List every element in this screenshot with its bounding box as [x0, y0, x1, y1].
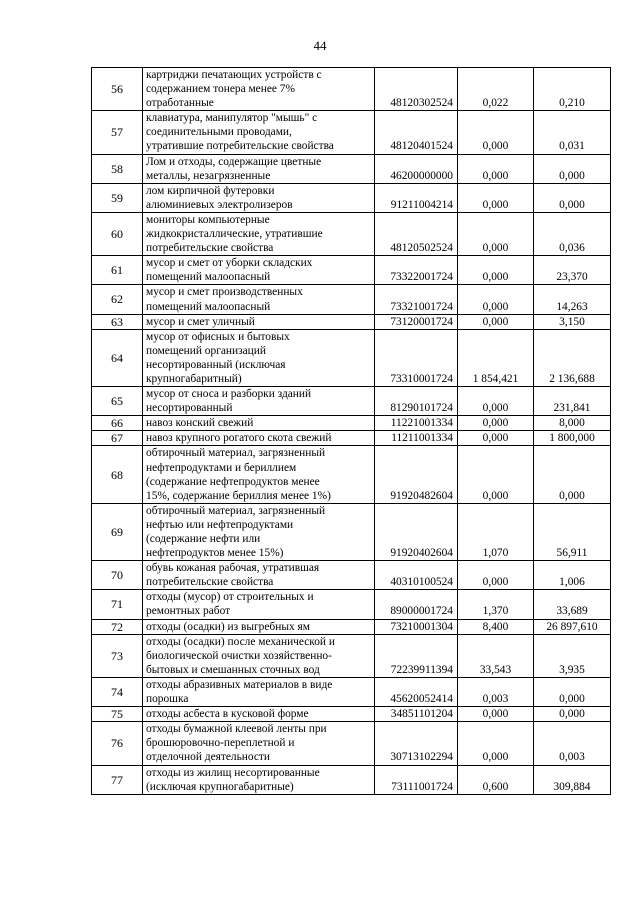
waste-name-line: отходы бумажной клеевой ленты при — [146, 723, 327, 736]
value-1: 0,003 — [458, 677, 534, 706]
value-2: 3,935 — [534, 634, 611, 677]
waste-name-line: отходы абразивных материалов в виде — [146, 678, 333, 691]
row-number: 58 — [92, 154, 143, 183]
fkko-code: 73310001724 — [375, 329, 458, 386]
table-row — [92, 314, 611, 329]
row-number: 64 — [92, 329, 143, 386]
waste-name-line: бытовых и смешанных сточных вод — [146, 663, 320, 676]
row-number: 69 — [92, 503, 143, 560]
value-1: 0,000 — [458, 446, 534, 503]
waste-name-cell — [143, 765, 375, 794]
waste-name-line: порошка — [146, 693, 189, 706]
value-1: 0,000 — [458, 416, 534, 431]
waste-name-line: мусор от сноса и разборки зданий — [146, 388, 312, 401]
waste-name-cell — [143, 329, 375, 386]
waste-name-line: 15%, содержание бериллия менее 1%) — [146, 489, 331, 502]
value-2: 0,031 — [534, 111, 611, 154]
waste-name-line: отходы (осадки) из выгребных ям — [146, 620, 310, 633]
row-number: 61 — [92, 256, 143, 285]
table-row — [92, 111, 611, 154]
value-2: 0,000 — [534, 677, 611, 706]
fkko-code: 73210001304 — [375, 619, 458, 634]
value-1: 0,022 — [458, 68, 534, 111]
waste-name-line: нефтепродуктами и бериллием — [146, 461, 297, 474]
waste-name-line: помещений организаций — [146, 344, 266, 357]
waste-name-cell — [143, 212, 375, 255]
value-1: 0,000 — [458, 387, 534, 416]
waste-name-line: ремонтных работ — [146, 605, 231, 618]
waste-name-cell — [143, 154, 375, 183]
waste-name-line: потребительские свойства — [146, 576, 274, 589]
row-number: 77 — [92, 765, 143, 794]
waste-name-line: брошюровочно-переплетной и — [146, 737, 295, 750]
row-number: 71 — [92, 590, 143, 619]
row-number: 74 — [92, 677, 143, 706]
waste-table-body — [92, 68, 611, 795]
value-2: 0,003 — [534, 722, 611, 765]
waste-name-line: обтирочный материал, загрязненный — [146, 447, 326, 460]
fkko-code: 11211001334 — [375, 431, 458, 446]
waste-name-cell — [143, 561, 375, 590]
waste-name-line: обтирочный материал, загрязненный — [146, 504, 326, 517]
value-1: 0,000 — [458, 111, 534, 154]
waste-name-line: отработанные — [146, 97, 214, 110]
value-2: 14,263 — [534, 285, 611, 314]
page-number: 44 — [313, 38, 327, 53]
row-number: 65 — [92, 387, 143, 416]
row-number: 62 — [92, 285, 143, 314]
fkko-code: 48120401524 — [375, 111, 458, 154]
value-2: 8,000 — [534, 416, 611, 431]
value-2: 1 800,000 — [534, 431, 611, 446]
waste-name-line: отходы из жилищ несортированные — [146, 766, 320, 779]
waste-name-line: алюминиевых электролизеров — [146, 198, 293, 211]
waste-name-line: (содержание нефти или — [146, 533, 261, 545]
value-2: 0,000 — [534, 154, 611, 183]
value-1: 0,000 — [458, 183, 534, 212]
waste-name-line: (исключая крупногабаритные) — [146, 780, 294, 793]
waste-name-cell — [143, 590, 375, 619]
waste-name-line: обувь кожаная рабочая, утратившая — [146, 562, 320, 575]
waste-name-cell — [143, 722, 375, 765]
fkko-code: 40310100524 — [375, 561, 458, 590]
value-1: 1,370 — [458, 590, 534, 619]
value-1: 0,000 — [458, 431, 534, 446]
waste-name-cell — [143, 634, 375, 677]
row-number: 73 — [92, 634, 143, 677]
waste-name-cell — [143, 416, 375, 431]
waste-name-line: несортированный — [146, 402, 233, 415]
value-1: 0,000 — [458, 256, 534, 285]
table-row — [92, 619, 611, 634]
fkko-code: 73111001724 — [375, 765, 458, 794]
value-2: 0,000 — [534, 446, 611, 503]
waste-name-cell — [143, 183, 375, 212]
waste-name-line: мусор от офисных и бытовых — [146, 330, 290, 343]
fkko-code: 34851101204 — [375, 707, 458, 722]
table-row — [92, 154, 611, 183]
waste-name-cell — [143, 503, 375, 560]
waste-name-cell — [143, 387, 375, 416]
fkko-code: 91211004214 — [375, 183, 458, 212]
value-1: 0,000 — [458, 722, 534, 765]
waste-name-line: мусор и смет уличный — [146, 315, 255, 328]
fkko-code: 89000001724 — [375, 590, 458, 619]
value-1: 33,543 — [458, 634, 534, 677]
value-1: 0,600 — [458, 765, 534, 794]
value-2: 33,689 — [534, 590, 611, 619]
table-row — [92, 416, 611, 431]
fkko-code: 91920482604 — [375, 446, 458, 503]
fkko-code: 11221001334 — [375, 416, 458, 431]
table-row — [92, 590, 611, 619]
waste-name-line: помещений малоопасный — [146, 271, 271, 284]
fkko-code: 45620052414 — [375, 677, 458, 706]
value-2: 2 136,688 — [534, 329, 611, 386]
waste-name-cell — [143, 256, 375, 285]
value-2: 23,370 — [534, 256, 611, 285]
waste-name-cell — [143, 68, 375, 111]
value-2: 3,150 — [534, 314, 611, 329]
value-1: 0,000 — [458, 154, 534, 183]
fkko-code: 72239911394 — [375, 634, 458, 677]
fkko-code: 81290101724 — [375, 387, 458, 416]
waste-name-cell — [143, 677, 375, 706]
waste-name-line: крупногабаритный) — [146, 372, 242, 385]
waste-name-line: Лом и отходы, содержащие цветные — [146, 155, 322, 168]
value-1: 1 854,421 — [458, 329, 534, 386]
row-number: 70 — [92, 561, 143, 590]
waste-name-line: соединительными проводами, — [146, 126, 292, 139]
waste-name-line: отделочной деятельности — [146, 751, 270, 764]
table-row — [92, 446, 611, 503]
waste-name-line: помещений малоопасный — [146, 300, 271, 313]
value-1: 0,000 — [458, 212, 534, 255]
waste-name-line: несортированный (исключая — [146, 358, 286, 371]
table-row — [92, 722, 611, 765]
waste-name-line: картриджи печатающих устройств с — [146, 69, 322, 81]
value-1: 0,000 — [458, 561, 534, 590]
fkko-code: 46200000000 — [375, 154, 458, 183]
waste-name-cell — [143, 707, 375, 722]
table-row — [92, 329, 611, 386]
waste-name-line: лом кирпичной футеровки — [146, 184, 275, 197]
waste-name-line: (содержание нефтепродуктов менее — [146, 475, 320, 488]
fkko-code: 73120001724 — [375, 314, 458, 329]
table-row — [92, 256, 611, 285]
waste-name-line: потребительские свойства — [146, 242, 274, 255]
row-number: 59 — [92, 183, 143, 212]
fkko-code: 91920402604 — [375, 503, 458, 560]
value-1: 0,000 — [458, 707, 534, 722]
row-number: 75 — [92, 707, 143, 722]
row-number: 63 — [92, 314, 143, 329]
row-number: 57 — [92, 111, 143, 154]
waste-name-line: утратившие потребительские свойства — [146, 140, 334, 153]
fkko-code: 73321001724 — [375, 285, 458, 314]
row-number: 67 — [92, 431, 143, 446]
fkko-code: 48120502524 — [375, 212, 458, 255]
value-2: 56,911 — [534, 503, 611, 560]
waste-name-line: отходы асбеста в кусковой форме — [146, 708, 309, 721]
table-row — [92, 68, 611, 111]
waste-name-cell — [143, 619, 375, 634]
row-number: 66 — [92, 416, 143, 431]
fkko-code: 73322001724 — [375, 256, 458, 285]
table-row — [92, 707, 611, 722]
row-number: 72 — [92, 619, 143, 634]
table-row — [92, 634, 611, 677]
value-2: 309,884 — [534, 765, 611, 794]
waste-name-line: металлы, незагрязненные — [146, 169, 271, 182]
waste-name-cell — [143, 314, 375, 329]
fkko-code: 48120302524 — [375, 68, 458, 111]
table-row — [92, 285, 611, 314]
table-row — [92, 387, 611, 416]
waste-name-cell — [143, 285, 375, 314]
waste-name-line: отходы (мусор) от строительных и — [146, 591, 314, 604]
row-number: 68 — [92, 446, 143, 503]
waste-table — [91, 67, 611, 795]
waste-name-line: навоз крупного рогатого скота свежий — [146, 432, 332, 445]
waste-name-line: мусор и смет производственных — [146, 286, 303, 299]
table-row — [92, 212, 611, 255]
waste-name-line: жидкокристаллические, утратившие — [146, 228, 323, 241]
waste-name-line: клавиатура, манипулятор "мышь" с — [146, 112, 318, 125]
waste-name-line: биологической очистки хозяйственно- — [146, 649, 332, 662]
waste-name-line: мониторы компьютерные — [146, 213, 270, 226]
value-1: 0,000 — [458, 285, 534, 314]
value-1: 0,000 — [458, 314, 534, 329]
value-2: 0,000 — [534, 707, 611, 722]
value-2: 1,006 — [534, 561, 611, 590]
value-1: 8,400 — [458, 619, 534, 634]
value-2: 231,841 — [534, 387, 611, 416]
waste-name-cell — [143, 446, 375, 503]
table-row — [92, 561, 611, 590]
value-2: 0,000 — [534, 183, 611, 212]
value-1: 1,070 — [458, 503, 534, 560]
table-row — [92, 183, 611, 212]
waste-name-line: мусор и смет от уборки складских — [146, 257, 313, 270]
waste-name-line: нефтью или нефтепродуктами — [146, 518, 294, 531]
value-2: 0,210 — [534, 68, 611, 111]
waste-name-line: нефтепродуктов менее 15%) — [146, 547, 284, 560]
table-row — [92, 677, 611, 706]
table-row — [92, 503, 611, 560]
waste-name-line: содержанием тонера менее 7% — [146, 83, 295, 96]
row-number: 60 — [92, 212, 143, 255]
row-number: 76 — [92, 722, 143, 765]
waste-name-line: навоз конский свежий — [146, 417, 254, 430]
waste-name-cell — [143, 431, 375, 446]
table-row — [92, 431, 611, 446]
value-2: 26 897,610 — [534, 619, 611, 634]
waste-name-line: отходы (осадки) после механической и — [146, 635, 335, 648]
fkko-code: 30713102294 — [375, 722, 458, 765]
table-row — [92, 765, 611, 794]
value-2: 0,036 — [534, 212, 611, 255]
row-number: 56 — [92, 68, 143, 111]
waste-name-cell — [143, 111, 375, 154]
